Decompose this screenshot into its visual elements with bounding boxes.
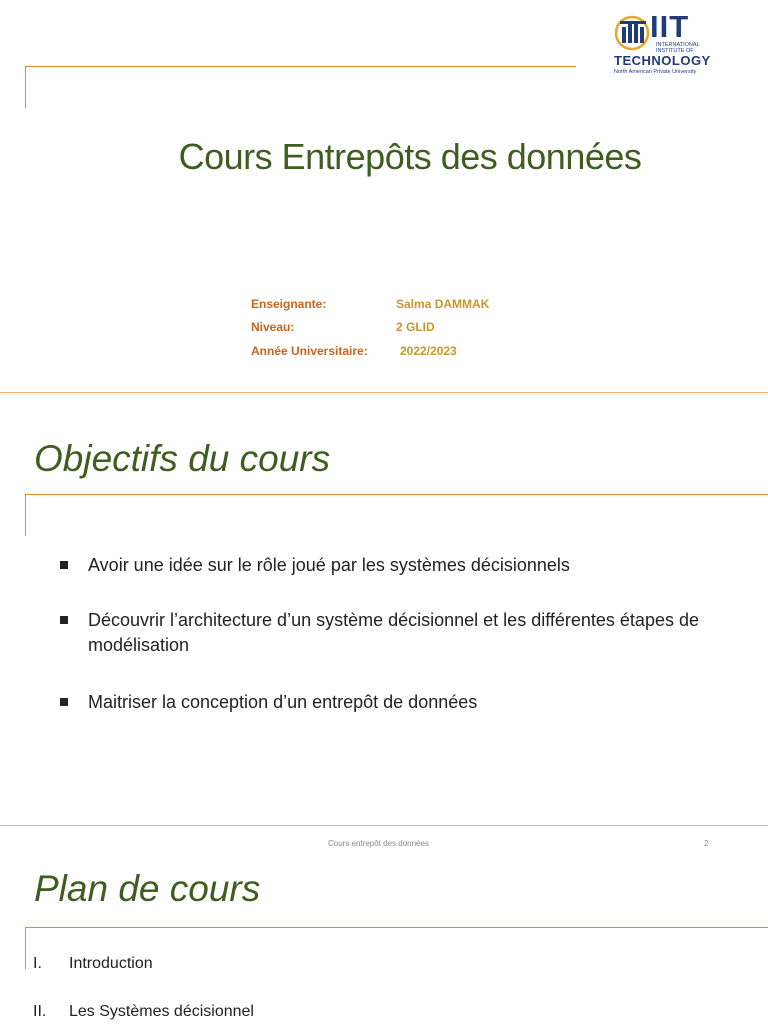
slide2-left-rule	[25, 494, 26, 536]
slide1-top-rule	[25, 66, 576, 67]
slide-separator-2	[0, 825, 768, 826]
iit-logo	[612, 9, 734, 80]
bullet-square-icon	[60, 616, 68, 624]
page-number: 2	[704, 839, 709, 848]
info-value-level: 2 GLID	[396, 320, 435, 334]
plan-item-number: II.	[33, 1003, 47, 1020]
course-title: Cours Entrepôts des données	[178, 136, 642, 177]
slide2-top-rule	[25, 494, 768, 495]
objective-item: Maitriser la conception d’un entrepôt de données	[88, 692, 478, 712]
objectives-title: Objectifs du cours	[34, 438, 331, 479]
slide3-top-rule	[25, 927, 768, 928]
slide1-left-rule	[25, 66, 26, 108]
logo-subtitle-2: INSTITUTE OF	[656, 48, 694, 54]
plan-title: Plan de cours	[34, 868, 261, 909]
info-label-year: Année Universitaire:	[251, 344, 368, 358]
objective-item: Avoir une idée sur le rôle joué par les systèmes décisionnels	[88, 555, 570, 575]
logo-technology: TECHNOLOGY	[614, 53, 711, 68]
plan-item-text: Les Systèmes décisionnel	[69, 1003, 254, 1020]
objective-item: Découvrir l’architecture d’un système décisionnel et les différentes étapes de modélisation	[88, 610, 699, 655]
logo-emblem-icon	[614, 15, 650, 51]
slide-separator-1	[0, 392, 768, 393]
bullet-square-icon	[60, 698, 68, 706]
plan-item-number: I.	[33, 955, 42, 972]
slide3-left-rule	[25, 927, 26, 969]
plan-item-text: Introduction	[69, 955, 153, 972]
info-value-teacher: Salma DAMMAK	[396, 297, 490, 311]
info-value-year: 2022/2023	[400, 344, 457, 358]
logo-brand: IIT	[650, 9, 690, 44]
slide-footer: Cours entrepôt des données	[328, 839, 429, 848]
logo-tagline: North American Private University	[614, 69, 697, 75]
info-label-teacher: Enseignante:	[251, 297, 327, 311]
logo-subtitle-1: INTERNATIONAL	[656, 42, 700, 48]
bullet-square-icon	[60, 561, 68, 569]
info-label-level: Niveau:	[251, 320, 295, 334]
